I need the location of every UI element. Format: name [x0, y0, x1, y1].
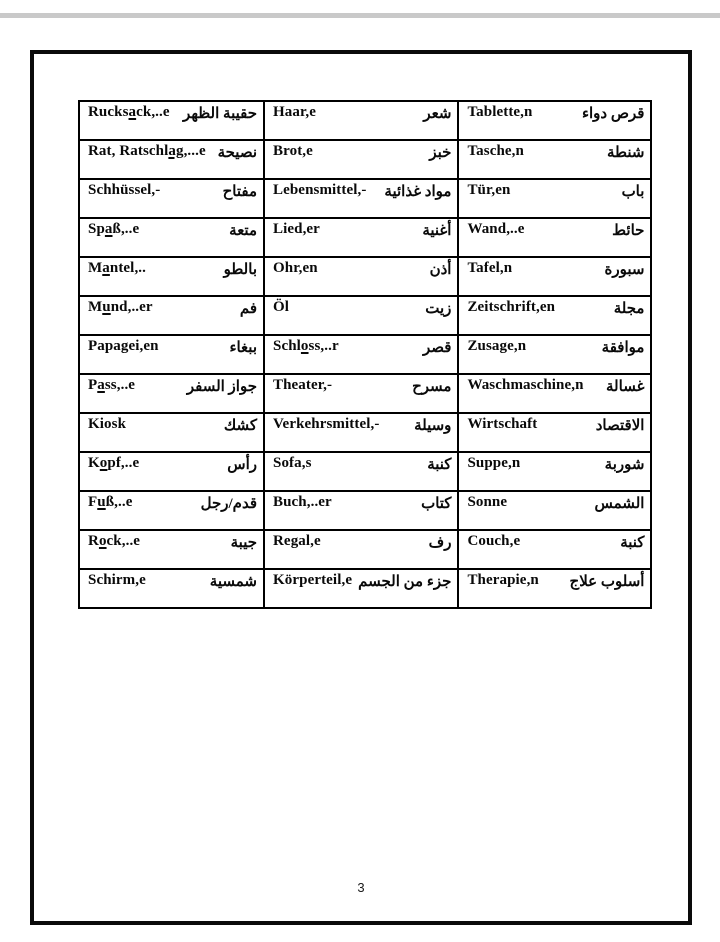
vocab-cell	[264, 374, 458, 413]
german-term: Papagei,en	[88, 338, 159, 354]
german-term: Haar,e	[273, 104, 316, 120]
vocab-cell	[79, 374, 264, 413]
vocab-row	[79, 530, 651, 569]
arabic-translation: رأس	[227, 457, 257, 473]
vocab-cell-content	[88, 338, 257, 357]
vocab-cell	[79, 335, 264, 374]
vocab-cell-content	[467, 299, 644, 318]
arabic-translation: فم	[239, 301, 257, 317]
vocab-row	[79, 452, 651, 491]
vocab-row	[79, 101, 651, 140]
vocab-cell	[79, 179, 264, 218]
german-term: Kopf,..e	[88, 455, 140, 471]
vocab-cell-content	[467, 260, 644, 279]
arabic-translation: جيبة	[230, 535, 257, 551]
german-term: Mantel,..	[88, 260, 146, 276]
arabic-translation: كتاب	[421, 496, 452, 512]
vocab-cell-content	[88, 455, 257, 474]
vocab-cell-content	[273, 104, 451, 123]
vocab-table	[78, 100, 652, 609]
vocab-cell-content	[467, 533, 644, 552]
vocab-cell-content	[467, 572, 644, 591]
arabic-translation: أسلوب علاج	[569, 574, 645, 590]
vocab-cell	[264, 101, 458, 140]
vocab-cell	[458, 452, 651, 491]
vocab-cell-content	[273, 338, 451, 357]
arabic-translation: رف	[428, 535, 452, 551]
german-term: Rat, Ratschlag,...e	[88, 143, 206, 159]
arabic-translation: غسالة	[606, 379, 645, 395]
vocab-cell	[264, 452, 458, 491]
arabic-translation: مواد غذائية	[384, 184, 452, 200]
german-term: Regal,e	[273, 533, 321, 549]
german-term: Öl	[273, 299, 290, 315]
vocab-cell-content	[273, 494, 451, 513]
german-term: Lebensmittel,-	[273, 182, 367, 198]
vocab-cell-content	[273, 299, 451, 318]
vocab-cell-content	[88, 182, 257, 201]
german-term: Theater,-	[273, 377, 333, 393]
german-term: Brot,e	[273, 143, 313, 159]
german-term: Tür,en	[467, 182, 511, 198]
arabic-translation: كشك	[223, 418, 257, 434]
vocab-row	[79, 140, 651, 179]
arabic-translation: مسرح	[412, 379, 452, 395]
arabic-translation: أغنية	[422, 223, 452, 239]
german-term: Sonne	[467, 494, 508, 510]
vocab-cell	[264, 140, 458, 179]
arabic-translation: نصيحة	[217, 145, 257, 161]
arabic-translation: الشمس	[594, 496, 645, 512]
vocab-cell-content	[467, 104, 644, 123]
vocab-cell-content	[467, 494, 644, 513]
vocab-cell	[458, 335, 651, 374]
vocab-cell	[264, 296, 458, 335]
arabic-translation: شنطة	[606, 145, 645, 161]
vocab-cell	[79, 413, 264, 452]
german-term: Rucksack,..e	[88, 104, 170, 120]
german-term: Buch,..er	[273, 494, 332, 510]
german-term: Wand,..e	[467, 221, 525, 237]
german-term: Fuß,..e	[88, 494, 133, 510]
vocab-cell	[79, 452, 264, 491]
vocab-cell	[79, 296, 264, 335]
german-term: Zusage,n	[467, 338, 527, 354]
vocab-row	[79, 491, 651, 530]
arabic-translation: شمسية	[209, 574, 257, 590]
german-term: Körperteil,e	[273, 572, 353, 588]
vocab-cell-content	[88, 416, 257, 435]
german-term: Tasche,n	[467, 143, 524, 159]
vocab-table-body	[79, 101, 651, 608]
vocab-cell-content	[467, 416, 644, 435]
page-border-frame	[30, 50, 692, 925]
arabic-translation: موافقة	[601, 340, 645, 356]
vocab-cell-content	[273, 377, 451, 396]
arabic-translation: سبورة	[604, 262, 645, 278]
vocab-cell	[458, 491, 651, 530]
vocab-cell-content	[273, 143, 451, 162]
arabic-translation: شوربة	[604, 457, 645, 473]
german-term: Suppe,n	[467, 455, 521, 471]
vocab-cell	[79, 140, 264, 179]
vocab-cell-content	[88, 494, 257, 513]
german-term: Kiosk	[88, 416, 127, 432]
vocab-cell-content	[467, 455, 644, 474]
arabic-translation: شعر	[423, 106, 452, 122]
vocab-cell	[458, 413, 651, 452]
vocab-cell-content	[88, 104, 257, 123]
german-term: Lied,er	[273, 221, 320, 237]
german-term: Couch,e	[467, 533, 521, 549]
arabic-translation: قرص دواء	[581, 106, 645, 122]
vocab-cell-content	[88, 299, 257, 318]
german-term: Schhüssel,-	[88, 182, 161, 198]
german-term: Sofa,s	[273, 455, 312, 471]
arabic-translation: جواز السفر	[186, 379, 257, 395]
german-term: Pass,..e	[88, 377, 136, 393]
vocab-row	[79, 257, 651, 296]
arabic-translation: وسيلة	[414, 418, 452, 434]
vocab-cell-content	[88, 143, 257, 162]
vocab-cell	[264, 491, 458, 530]
vocab-cell-content	[273, 533, 451, 552]
vocab-cell	[264, 179, 458, 218]
arabic-translation: باب	[621, 184, 645, 200]
arabic-translation: جزء من الجسم	[358, 574, 452, 590]
vocab-cell-content	[273, 455, 451, 474]
vocab-cell-content	[88, 533, 257, 552]
arabic-translation: خبز	[429, 145, 452, 161]
arabic-translation: متعة	[229, 223, 257, 239]
vocab-cell	[458, 257, 651, 296]
vocab-cell-content	[88, 572, 257, 591]
vocab-row	[79, 374, 651, 413]
german-term: Schloss,..r	[273, 338, 339, 354]
arabic-translation: كنبة	[620, 535, 645, 551]
arabic-translation: أذن	[429, 262, 452, 278]
scan-artifact-line	[0, 13, 720, 18]
vocab-cell-content	[467, 182, 644, 201]
german-term: Waschmaschine,n	[467, 377, 584, 393]
vocab-cell	[458, 179, 651, 218]
page-number: 3	[357, 880, 365, 895]
vocab-cell	[79, 101, 264, 140]
vocab-cell	[264, 413, 458, 452]
vocab-cell	[458, 101, 651, 140]
vocab-cell	[458, 569, 651, 608]
german-term: Mund,..er	[88, 299, 153, 315]
vocab-cell	[79, 530, 264, 569]
arabic-translation: قصر	[422, 340, 452, 356]
vocab-cell-content	[88, 377, 257, 396]
vocab-cell	[458, 218, 651, 257]
vocab-cell	[458, 140, 651, 179]
vocab-cell	[79, 218, 264, 257]
arabic-translation: زيت	[425, 301, 452, 317]
vocab-cell	[79, 569, 264, 608]
vocab-cell-content	[273, 572, 451, 591]
arabic-translation: قدم/رجل	[200, 496, 257, 512]
vocab-cell-content	[467, 377, 644, 396]
arabic-translation: كنبة	[427, 457, 452, 473]
german-term: Wirtschaft	[467, 416, 538, 432]
vocab-cell-content	[467, 143, 644, 162]
german-term: Ohr,en	[273, 260, 318, 276]
german-term: Tafel,n	[467, 260, 513, 276]
vocab-cell-content	[467, 338, 644, 357]
vocab-cell	[264, 257, 458, 296]
arabic-translation: حائط	[612, 223, 645, 239]
vocab-cell	[264, 218, 458, 257]
vocab-cell	[458, 374, 651, 413]
vocab-row	[79, 296, 651, 335]
vocab-cell	[264, 335, 458, 374]
vocab-cell	[458, 530, 651, 569]
vocab-cell	[79, 257, 264, 296]
german-term: Zeitschrift,en	[467, 299, 556, 315]
vocab-cell-content	[273, 416, 451, 435]
german-term: Therapie,n	[467, 572, 539, 588]
vocab-cell	[458, 296, 651, 335]
vocab-cell-content	[273, 182, 451, 201]
german-term: Tablette,n	[467, 104, 533, 120]
german-term: Schirm,e	[88, 572, 146, 588]
vocab-cell	[264, 530, 458, 569]
arabic-translation: الاقتصاد	[595, 418, 645, 434]
german-term: Spaß,..e	[88, 221, 140, 237]
vocab-row	[79, 179, 651, 218]
vocab-cell	[264, 569, 458, 608]
vocab-cell-content	[273, 221, 451, 240]
arabic-translation: بالطو	[223, 262, 257, 278]
vocab-row	[79, 218, 651, 257]
vocab-row	[79, 335, 651, 374]
vocab-cell-content	[273, 260, 451, 279]
vocab-cell	[79, 491, 264, 530]
arabic-translation: حقيبة الظهر	[183, 106, 257, 122]
german-term: Rock,..e	[88, 533, 141, 549]
arabic-translation: مجلة	[613, 301, 645, 317]
arabic-translation: مفتاح	[222, 184, 257, 200]
vocab-cell-content	[88, 221, 257, 240]
arabic-translation: ببغاء	[229, 340, 257, 356]
vocab-cell-content	[467, 221, 644, 240]
german-term: Verkehrsmittel,-	[273, 416, 380, 432]
vocab-row	[79, 413, 651, 452]
vocab-cell-content	[88, 260, 257, 279]
vocab-row	[79, 569, 651, 608]
